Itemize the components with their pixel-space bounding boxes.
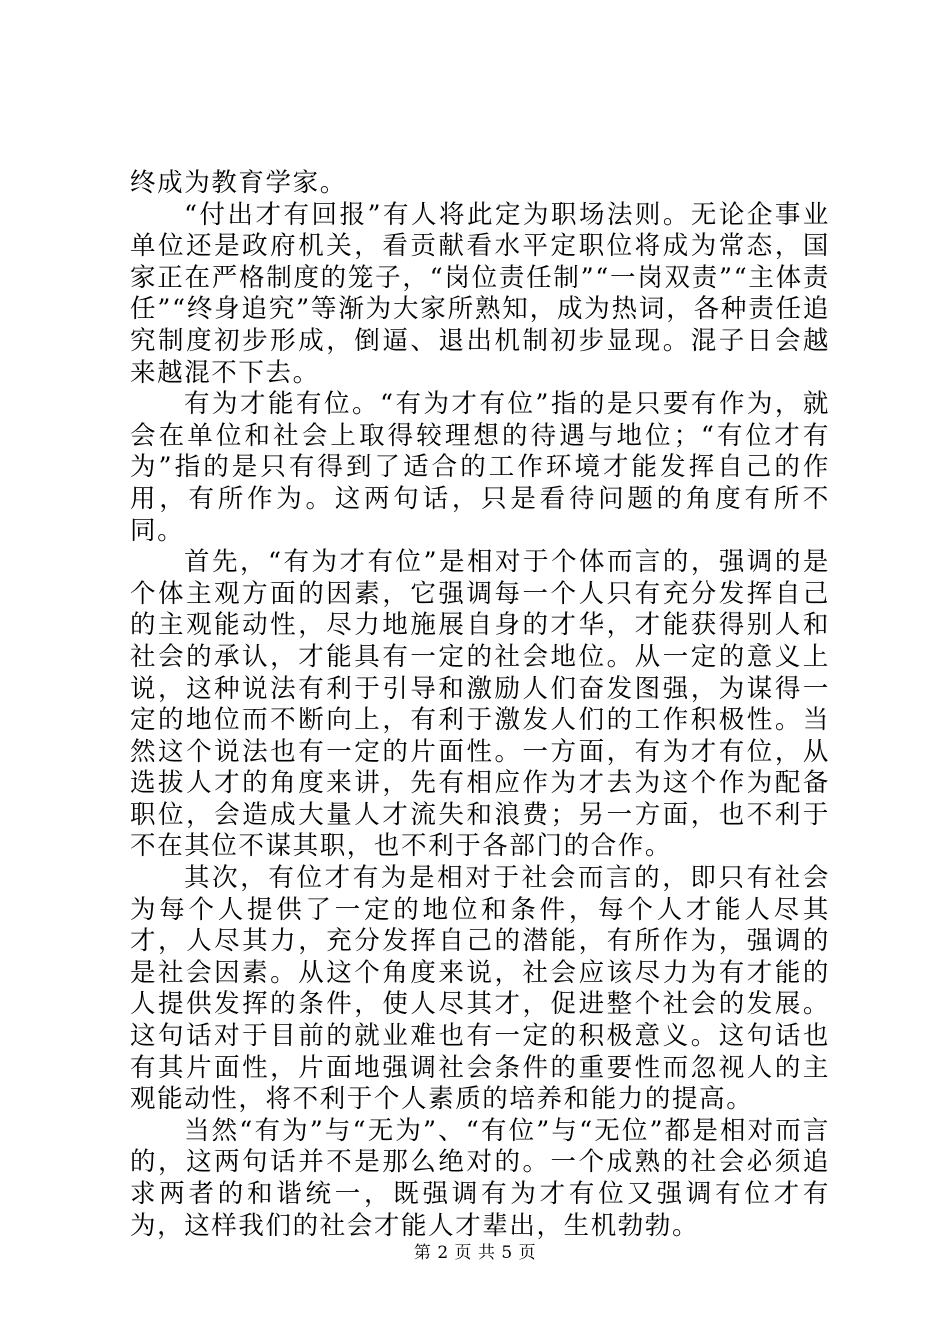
paragraph: 当然“有为”与“无为”、“有位”与“无位”都是相对而言的，这两句话并不是那么绝对的。一个成熟的社会必须追求两者的和谐统一，既强调有为才有位又强调有位才有为，这样我们的社会才能人才辈出，生机勃勃。 (130, 1115, 830, 1241)
document-body (130, 168, 830, 1242)
paragraph-continuation: 终成为教育学家。 (130, 168, 347, 198)
paragraph: 首先，“有为才有位”是相对于个体而言的，强调的是个体主观方面的因素，它强调每一个人只有充分发挥自己的主观能动性，尽力地施展自身的才华，才能获得别人和社会的承认，才能具有一定的社会地位。从一定的意义上说，这种说法有利于引导和激励人们奋发图强，为谋得一定的地位而不断向上，有利于激发人们的工作积极性。当然这个说法也有一定的片面性。一方面，有为才有位，从选拔人才的角度来讲，先有相应作为才去为这个作为配备职位，会造成大量人才流失和浪费；另一方面，也不利于不在其位不谋其职，也不利于各部门的合作。 (130, 547, 830, 862)
paragraph: 其次，有位才有为是相对于社会而言的，即只有社会为每个人提供了一定的地位和条件，每个人才能人尽其才，人尽其力，充分发挥自己的潜能，有所作为，强调的是社会因素。从这个角度来说，社会应该尽力为有才能的人提供发挥的条件，使人尽其才，促进整个社会的发展。这句话对于目前的就业难也有一定的积极意义。这句话也有其片面性，片面地强调社会条件的重要性而忽视人的主观能动性，将不利于个人素质的培养和能力的提高。 (130, 863, 830, 1115)
page-number-footer: 第 2 页 共 5 页 (413, 1243, 537, 1263)
paragraph: “付出才有回报”有人将此定为职场法则。无论企事业单位还是政府机关，看贡献看水平定职位将成为常态，国家正在严格制度的笼子，“岗位责任制”“一岗双责”“主体责任”“终身追究”等渐为大家所熟知，成为热词，各种责任追究制度初步形成，倒逼、退出机制初步显现。混子日会越来越混不下去。 (130, 199, 830, 388)
paragraph: 有为才能有位。“有为才有位”指的是只要有作为，就会在单位和社会上取得较理想的待遇与地位；“有位才有为”指的是只有得到了适合的工作环境才能发挥自己的作用，有所作为。这两句话，只是看待问题的角度有所不同。 (130, 389, 830, 546)
